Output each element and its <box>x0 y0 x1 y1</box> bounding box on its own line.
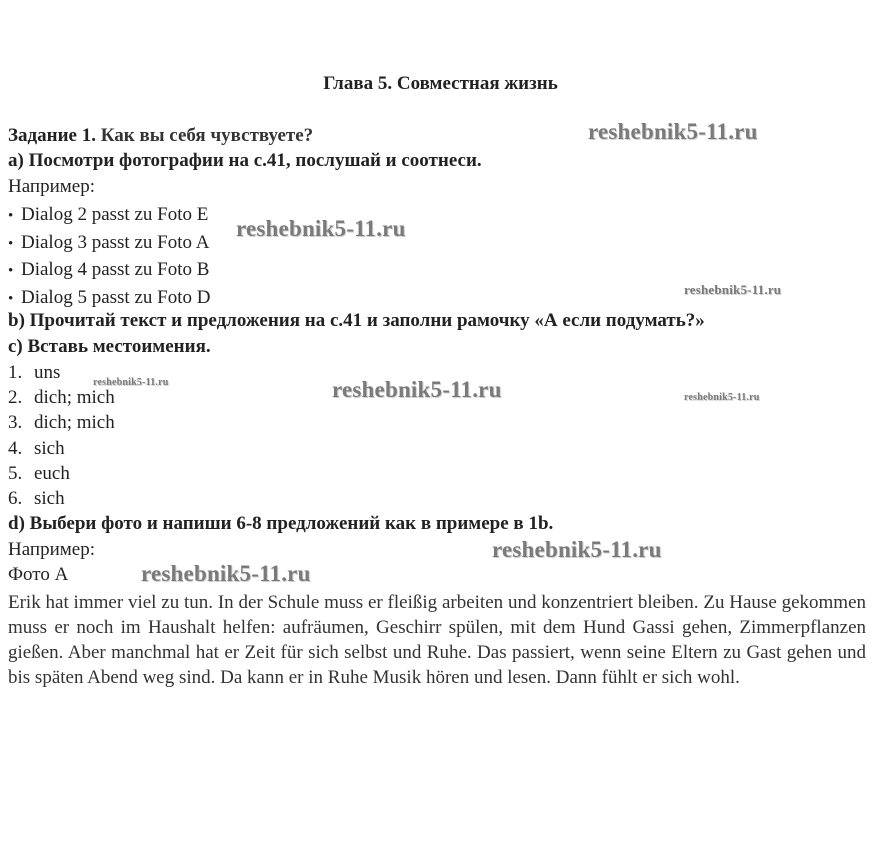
list-item: • Dialog 4 passt zu Foto B <box>8 257 210 285</box>
task-title: Как вы себя чувствуете? <box>100 125 314 146</box>
section-d-example-label: Например: <box>8 539 95 560</box>
section-a-example-label: Например: <box>8 176 95 197</box>
section-d-paragraph: Erik hat immer viel zu tun. In der Schule muss er fleißig arbeiten und konzentriert bleiben. Zu Hause gekommen muss er noch im Haushalt helfen: aufräumen, Geschirr spülen, mit dem Hund Gassi gehen, Zimmerpflanzen gießen. Aber manchmal hat er Zeit für sich selbst und Ruhe. Das passiert, wenn seine Eltern zu Gast gehen und bis späten Abend weg sind. Da kann er in Ruhe Musik hören und lesen. Dann fühlt er sich wohl. <box>8 592 866 688</box>
list-item: 3. dich; mich <box>8 412 115 434</box>
list-item: 5. euch <box>8 462 70 484</box>
section-d-photo-label: Фото A <box>8 564 69 585</box>
task-label: Задание 1. <box>8 125 96 146</box>
section-b-heading: b) Прочитай текст и предложения на с.41 и заполни рамочку «А если подумать?» <box>8 310 705 331</box>
watermark: reshebnik5-11.ru <box>332 377 502 402</box>
list-item: • Dialog 5 passt zu Foto D <box>8 285 210 313</box>
watermark: reshebnik5-11.ru <box>141 561 311 586</box>
chapter-title: Глава 5. Совместная жизнь <box>323 73 558 94</box>
section-c-heading: c) Вставь местоимения. <box>8 336 211 357</box>
list-item: 1. uns <box>8 362 61 383</box>
list-item: 6. sich <box>8 488 65 510</box>
watermark: reshebnik5-11.ru <box>684 392 760 403</box>
list-item: • Dialog 3 passt zu Foto A <box>8 230 210 258</box>
section-d-heading: d) Выбери фото и напиши 6-8 предложений как в примере в 1b. <box>8 513 554 534</box>
list-item: • Dialog 2 passt zu Foto E <box>8 202 210 230</box>
section-a-heading: a) Посмотри фотографии на с.41, послушай и соотнеси. <box>8 150 482 171</box>
watermark: reshebnik5-11.ru <box>492 537 662 562</box>
list-item: 4. sich <box>8 437 65 459</box>
list-item: 2. dich; mich <box>8 387 115 409</box>
section-a-list <box>8 202 210 312</box>
watermark: reshebnik5-11.ru <box>588 119 758 144</box>
watermark: reshebnik5-11.ru <box>684 282 782 297</box>
watermark: reshebnik5-11.ru <box>93 377 169 388</box>
task-heading <box>8 125 313 147</box>
watermark: reshebnik5-11.ru <box>236 216 406 241</box>
